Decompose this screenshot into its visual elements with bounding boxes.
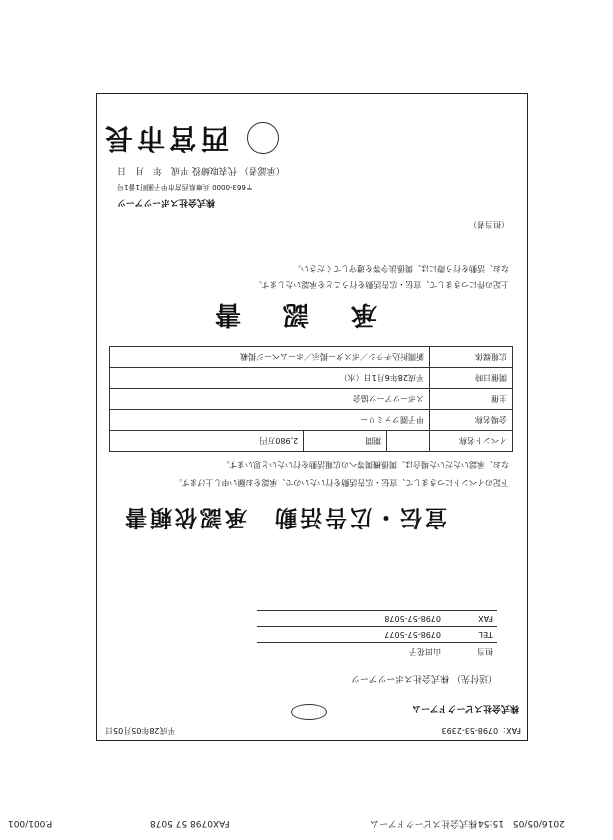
table-row <box>110 368 513 389</box>
seal-circle-stamp <box>247 122 279 154</box>
detail-key: 会場名称 <box>430 410 513 431</box>
footer-page: P.001/001 <box>8 818 53 828</box>
recipient-label: （送付先） <box>451 673 497 683</box>
scan-top-header <box>30 2 570 12</box>
info-value: 0798-57-5078 <box>257 611 445 627</box>
table-row <box>257 627 497 643</box>
detail-value: 甲子園ファミリー <box>110 410 430 431</box>
contact-info-table <box>257 610 497 660</box>
detail-value: 平成28年6月1日（水） <box>110 368 430 389</box>
info-value: 山田花子 <box>257 643 445 661</box>
detail-key: 開催日時 <box>430 368 513 389</box>
approval-body-1: 上記の件につきまして、宣伝・広告活動を行うことを承認いたします。 <box>253 280 509 289</box>
recipient-organization <box>351 673 497 686</box>
approval-title: 承 認 書 <box>206 299 377 329</box>
footer-sender: 株式会社スピークドアーム <box>370 818 478 828</box>
info-value: 0798-57-5077 <box>257 627 445 643</box>
info-key: FAX <box>445 611 497 627</box>
approver-company: 株式会社スポーツアーツ <box>117 197 216 207</box>
detail-extra-key: 期間 <box>304 431 387 452</box>
detail-key: 主催 <box>430 389 513 410</box>
approver-representative <box>117 165 285 178</box>
fax-footer <box>0 818 613 832</box>
approver-address: 〒663-0000 兵庫県西宮市甲子園町1番1号 <box>117 183 253 191</box>
representative-title: 代表取締役 <box>191 165 237 175</box>
approval-body-2: なお、活動を行う際には、関係法令等を遵守してください。 <box>293 264 509 273</box>
detail-value <box>387 431 430 452</box>
contact-person-note: （担当者） <box>469 220 509 229</box>
event-detail-table <box>109 346 513 452</box>
recipient-name: 株式会社スポーツアーツ <box>351 673 450 683</box>
detail-extra-value: 2,980万円 <box>110 431 304 452</box>
table-row <box>110 347 513 368</box>
detail-value: 新聞折込チラシ／ポスター掲示／ホームページ掲載 <box>110 347 430 368</box>
table-row <box>110 431 513 452</box>
detail-key: イベント名称 <box>430 431 513 452</box>
sender-company: 株式会社スピークドアーム <box>411 703 519 713</box>
detail-key: 広報媒体 <box>430 347 513 368</box>
approval-note: （承認者） <box>239 165 285 175</box>
info-key: TEL <box>445 627 497 643</box>
detail-value: スポーツアーツ協会 <box>110 389 430 410</box>
fax-header-number: FAX：0798-53-2393 <box>441 726 521 735</box>
footer-datetime: 2016/05/05 15:54 <box>478 818 565 828</box>
document-title: 宣伝・広告活動 承認依頼書 <box>121 504 447 529</box>
footer-fax-number: FAX0798 57 5078 <box>150 818 230 828</box>
sender-stamp <box>291 704 327 720</box>
approval-date: 平成 年 月 日 <box>117 165 190 175</box>
document-date: 平成28年05月05日 <box>105 726 176 735</box>
intro-text-2: なお、承認いただいた場合は、関係機関等への広報活動を行いたいと思います。 <box>221 460 509 469</box>
table-row <box>110 389 513 410</box>
table-row <box>257 611 497 627</box>
info-key: 担当 <box>445 643 497 661</box>
intro-text-1: 下記のイベントにつきまして、宣伝・広告活動を行いたいので、承認をお願い申し上げます。 <box>174 478 509 487</box>
fax-document-page <box>96 93 528 741</box>
table-row <box>257 643 497 661</box>
table-row <box>110 410 513 431</box>
approver-seal-text: 西宮市長 <box>100 122 229 155</box>
